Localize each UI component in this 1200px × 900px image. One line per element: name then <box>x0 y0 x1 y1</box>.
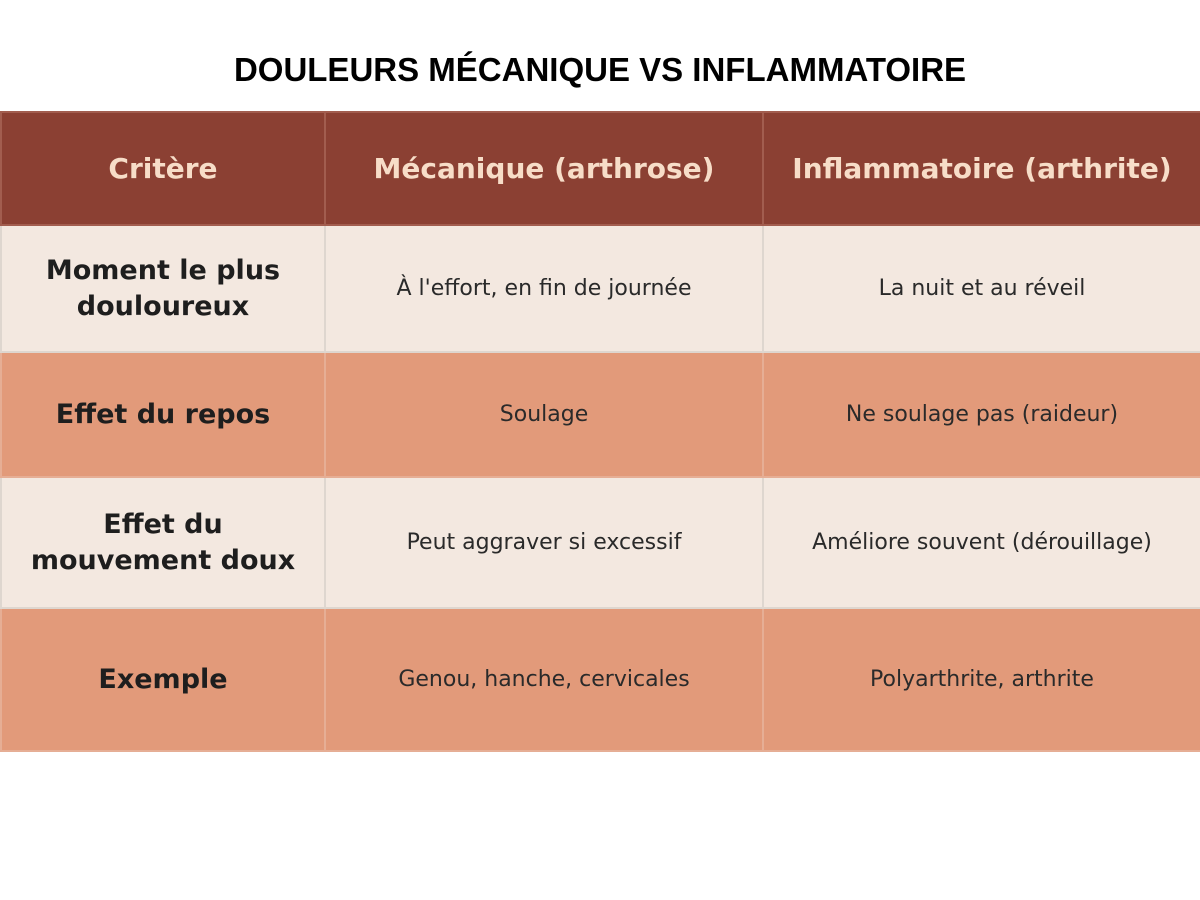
table-row <box>1 608 1200 751</box>
header-inflammatory: Inflammatoire (arthrite) <box>763 112 1200 225</box>
inflammatory-cell: Améliore souvent (dérouillage) <box>763 477 1200 608</box>
inflammatory-cell: Polyarthrite, arthrite <box>763 608 1200 751</box>
comparison-table <box>0 111 1200 752</box>
header-criterion: Critère <box>1 112 325 225</box>
criterion-cell: Moment le plus douloureux <box>1 225 325 352</box>
inflammatory-cell: Ne soulage pas (raideur) <box>763 352 1200 477</box>
page-title: DOULEURS MÉCANIQUE VS INFLAMMATOIRE <box>233 51 967 88</box>
table-header-row <box>1 112 1200 225</box>
table-row <box>1 352 1200 477</box>
mechanical-cell: À l'effort, en fin de journée <box>325 225 763 352</box>
mechanical-cell: Genou, hanche, cervicales <box>325 608 763 751</box>
header-mechanical: Mécanique (arthrose) <box>325 112 763 225</box>
inflammatory-cell: La nuit et au réveil <box>763 225 1200 352</box>
table-row <box>1 225 1200 352</box>
table-row <box>1 477 1200 608</box>
mechanical-cell: Peut aggraver si excessif <box>325 477 763 608</box>
criterion-cell: Effet du mouvement doux <box>1 477 325 608</box>
mechanical-cell: Soulage <box>325 352 763 477</box>
criterion-cell: Exemple <box>1 608 325 751</box>
criterion-cell: Effet du repos <box>1 352 325 477</box>
